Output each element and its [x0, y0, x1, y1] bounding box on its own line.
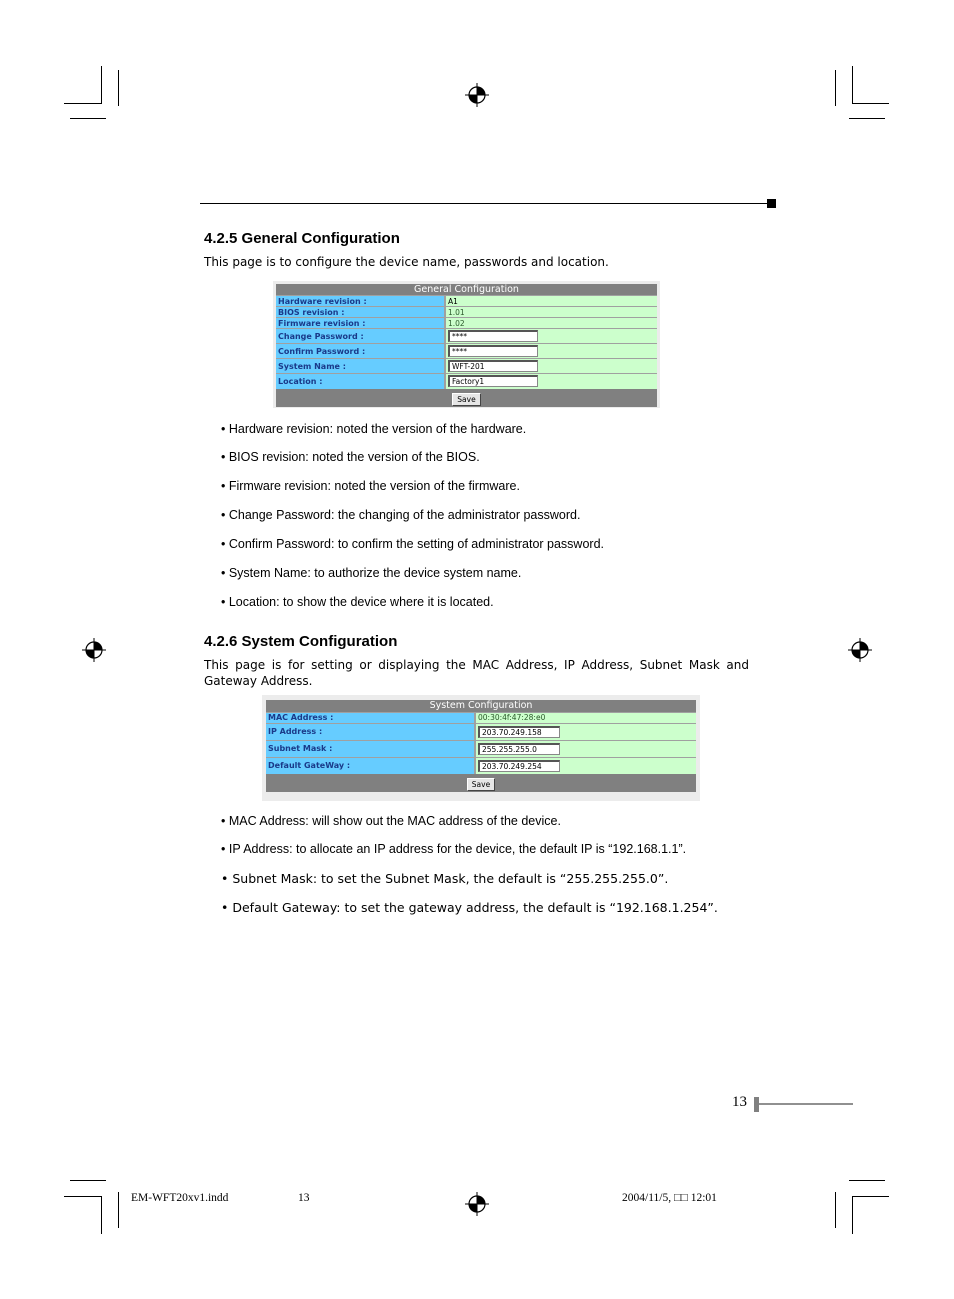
label-system-name: System Name : [276, 359, 445, 374]
label-hardware-revision: Hardware revision : [276, 296, 445, 307]
confirm-password-input[interactable]: **** [448, 345, 538, 357]
section-intro-general: This page is to configure the device name, passwords and location. [204, 255, 609, 269]
location-input[interactable]: Factory1 [448, 375, 538, 387]
section-heading-general: 4.2.5 General Configuration [204, 230, 400, 247]
bullet-item: • Location: to show the device where it is located. [221, 595, 494, 609]
panel-title: System Configuration [266, 700, 696, 712]
general-config-panel [273, 281, 660, 408]
save-button[interactable]: Save [467, 778, 495, 791]
bullet-item: • BIOS revision: noted the version of the BIOS. [221, 450, 480, 464]
page-number: 13 [732, 1094, 747, 1110]
label-location: Location : [276, 374, 445, 389]
section-heading-system: 4.2.6 System Configuration [204, 633, 398, 650]
bullet-item: • Hardware revision: noted the version of the hardware. [221, 422, 527, 436]
slug-page: 13 [298, 1192, 310, 1204]
bullet-item: • Change Password: the changing of the administrator password. [221, 508, 581, 522]
value-mac-address: 00:30:4f:47:28:e0 [475, 712, 696, 723]
label-subnet-mask: Subnet Mask : [266, 740, 475, 757]
label-default-gateway: Default GateWay : [266, 757, 475, 774]
bullet-item: • System Name: to authorize the device system name. [221, 566, 522, 580]
label-mac-address: MAC Address : [266, 712, 475, 723]
subnet-mask-input[interactable]: 255.255.255.0 [478, 743, 560, 755]
registration-mark-icon [82, 638, 106, 662]
header-square [767, 199, 776, 208]
header-rule [200, 203, 768, 204]
general-config-table [276, 284, 657, 407]
section-intro-system: This page is for setting or displaying the MAC Address, IP Address, Subnet Mask and Gateway Address. [204, 658, 749, 688]
slug-date: 2004/11/5, □□ 12:01 [622, 1192, 717, 1204]
bullet-item: • Default Gateway: to set the gateway address, the default is “192.168.1.254”. [221, 900, 718, 915]
bullet-item: • Confirm Password: to confirm the setting of administrator password. [221, 537, 604, 551]
bullet-item: • IP Address: to allocate an IP address for the device, the default IP is “192.168.1.1”. [221, 842, 687, 856]
ip-address-input[interactable]: 203.70.249.158 [478, 726, 560, 738]
registration-mark-icon [465, 83, 489, 107]
registration-mark-icon [465, 1192, 489, 1216]
system-name-input[interactable]: WFT-201 [448, 360, 538, 372]
value-bios-revision: 1.01 [445, 307, 657, 318]
bullet-item: • Firmware revision: noted the version of the firmware. [221, 479, 520, 493]
value-firmware-revision: 1.02 [445, 318, 657, 329]
label-ip-address: IP Address : [266, 723, 475, 740]
label-change-password: Change Password : [276, 329, 445, 344]
page-number-rule [759, 1103, 853, 1105]
save-button[interactable]: Save [452, 393, 480, 406]
bullet-item: • MAC Address: will show out the MAC address of the device. [221, 814, 561, 828]
change-password-input[interactable]: **** [448, 330, 538, 342]
bullet-item: • Subnet Mask: to set the Subnet Mask, the default is “255.255.255.0”. [221, 871, 669, 886]
system-config-panel [262, 695, 700, 801]
default-gateway-input[interactable]: 203.70.249.254 [478, 760, 560, 772]
registration-mark-icon [848, 638, 872, 662]
system-config-table [266, 700, 696, 792]
slug-filename: EM-WFT20xv1.indd [131, 1192, 229, 1204]
label-confirm-password: Confirm Password : [276, 344, 445, 359]
panel-title: General Configuration [276, 284, 657, 296]
label-firmware-revision: Firmware revision : [276, 318, 445, 329]
value-hardware-revision: A1 [445, 296, 657, 307]
label-bios-revision: BIOS revision : [276, 307, 445, 318]
